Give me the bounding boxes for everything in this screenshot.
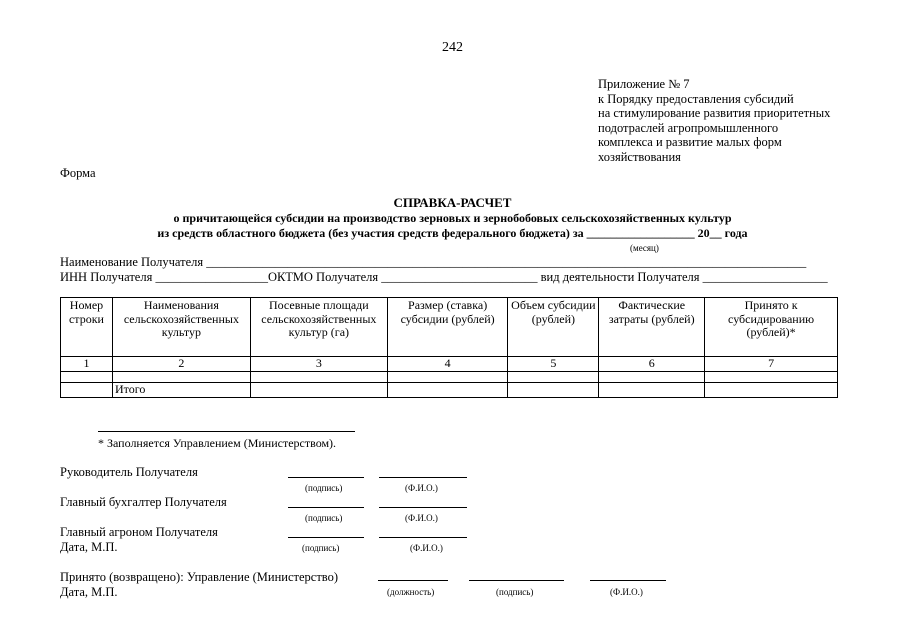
appendix-block xyxy=(598,77,830,165)
fio-line xyxy=(379,537,467,538)
appendix-line: хозяйствования xyxy=(598,149,681,164)
footnote-divider xyxy=(98,431,355,432)
signature-hint: (подпись) xyxy=(496,587,534,597)
signature-line xyxy=(288,507,364,508)
recipient-name-field: Наименование Получателя ________________________________________________________________________________________________ xyxy=(60,255,807,269)
appendix-line: подотраслей агропромышленного xyxy=(598,120,779,135)
table-cell xyxy=(387,371,508,382)
table-cell xyxy=(112,371,250,382)
table-cell xyxy=(599,382,705,397)
header-cell: Номер строки xyxy=(61,298,113,357)
date-mp-label: Дата, М.П. xyxy=(60,540,118,554)
table-cell xyxy=(508,382,599,397)
fio-hint: (Ф.И.О.) xyxy=(610,587,643,597)
table-header-row xyxy=(61,298,838,357)
head-label: Руководитель Получателя xyxy=(60,465,198,479)
month-hint: (месяц) xyxy=(630,243,659,253)
page-number: 242 xyxy=(442,40,463,55)
table-cell xyxy=(599,371,705,382)
column-number: 1 xyxy=(61,357,113,372)
header-cell: Посевные площади сельскохозяйственных культур (га) xyxy=(250,298,387,357)
fio-line xyxy=(379,507,467,508)
signature-line xyxy=(288,477,364,478)
header-cell: Принято к субсидированию (рублей)* xyxy=(705,298,838,357)
appendix-line: к Порядку предоставления субсидий xyxy=(598,91,794,106)
column-number: 2 xyxy=(112,357,250,372)
column-number: 7 xyxy=(705,357,838,372)
column-number: 3 xyxy=(250,357,387,372)
header-cell: Фактические затраты (рублей) xyxy=(599,298,705,357)
fio-hint: (Ф.И.О.) xyxy=(410,543,443,553)
signature-line xyxy=(288,537,364,538)
table-cell xyxy=(250,371,387,382)
document-subtitle-line1: о причитающейся субсидии на производство зерновых и зернобобовых сельскохозяйственных культур xyxy=(173,211,732,225)
table-row xyxy=(61,371,838,382)
column-number-row xyxy=(61,357,838,372)
fio-line xyxy=(379,477,467,478)
total-label: Итого xyxy=(112,382,250,397)
signature-hint: (подпись) xyxy=(305,483,343,493)
total-row xyxy=(61,382,838,397)
column-number: 4 xyxy=(387,357,508,372)
inn-oktmo-field: ИНН Получателя __________________ОКТМО Получателя _________________________ вид деятельности Получателя ____________________ xyxy=(60,270,828,284)
table-cell xyxy=(508,371,599,382)
fio-hint: (Ф.И.О.) xyxy=(405,483,438,493)
table-cell xyxy=(61,382,113,397)
calculation-table xyxy=(60,297,838,398)
position-hint: (должность) xyxy=(387,587,435,597)
column-number: 6 xyxy=(599,357,705,372)
table-cell xyxy=(705,382,838,397)
position-line xyxy=(378,580,448,581)
header-cell: Объем субсидии (рублей) xyxy=(508,298,599,357)
accepted-label: Принято (возвращено): Управление (Министерство) xyxy=(60,570,339,584)
agronomist-label: Главный агроном Получателя xyxy=(60,525,218,539)
header-cell: Наименования сельскохозяйственных культур xyxy=(112,298,250,357)
column-number: 5 xyxy=(508,357,599,372)
appendix-line: Приложение № 7 xyxy=(598,77,690,91)
appendix-line: комплекса и развитие малых форм xyxy=(598,135,782,150)
table-cell xyxy=(705,371,838,382)
header-cell: Размер (ставка) субсидии (рублей) xyxy=(387,298,508,357)
signature-hint: (подпись) xyxy=(305,513,343,523)
signature-hint: (подпись) xyxy=(302,543,340,553)
date-mp-label-2: Дата, М.П. xyxy=(60,585,118,599)
fio-hint: (Ф.И.О.) xyxy=(405,513,438,523)
table-cell xyxy=(387,382,508,397)
table-cell xyxy=(61,371,113,382)
form-label: Форма xyxy=(60,166,96,180)
document-title: СПРАВКА-РАСЧЕТ xyxy=(393,195,512,210)
table-cell xyxy=(250,382,387,397)
fio-line xyxy=(590,580,666,581)
signature-line xyxy=(469,580,564,581)
appendix-line: на стимулирование развития приоритетных xyxy=(598,106,831,121)
accountant-label: Главный бухгалтер Получателя xyxy=(60,495,227,509)
footnote: * Заполняется Управлением (Министерством). xyxy=(98,436,337,450)
document-subtitle-line2: из средств областного бюджета (без участия средств федерального бюджета) за __________________ 20__ года xyxy=(157,226,748,240)
